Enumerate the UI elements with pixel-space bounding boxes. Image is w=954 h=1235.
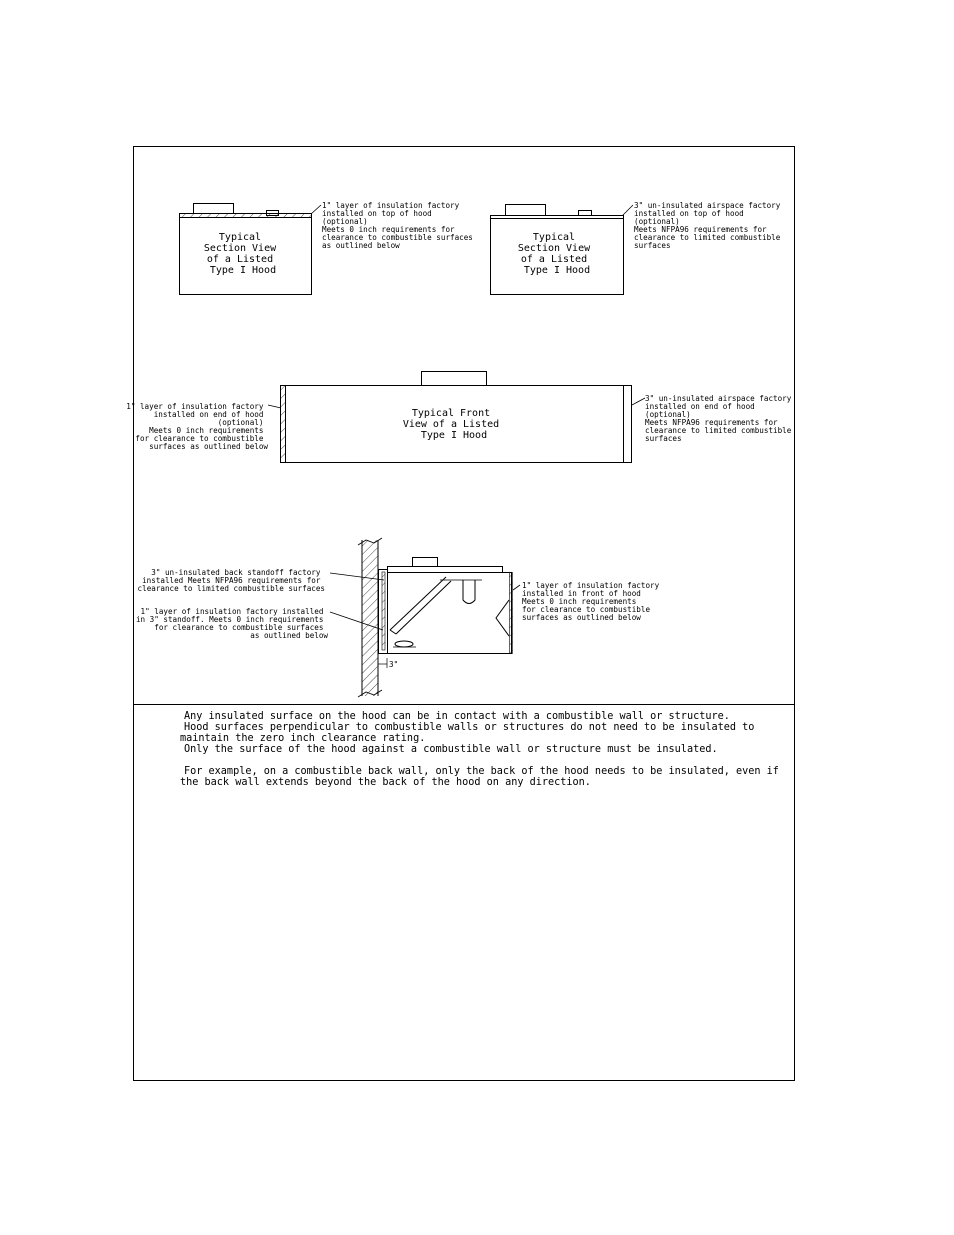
callout-insulated-end: 1" layer of insulation factory installed on end of hood (optional) Meets 0 inch requirements for clearance to combustible surfaces as outlined below	[126, 402, 268, 451]
note-line-4: Only the surface of the hood against a combustible wall or structure must be insulated.	[184, 744, 718, 755]
dimension-label: 3"	[389, 660, 399, 669]
front-view	[126, 372, 796, 463]
note-line-1: Any insulated surface on the hood can be in contact with a combustible wall or structure.	[184, 711, 730, 722]
note-line-5: For example, on a combustible back wall, only the back of the hood needs to be insulated, even if	[184, 766, 779, 777]
section-view-airspace	[491, 201, 785, 295]
callout-insulated-standoff: 1" layer of insulation factory installed in 3" standoff. Meets 0 inch requirements for clearance to combustible surfaces as outlined below	[135, 607, 328, 640]
callout-back-standoff: 3" un-insulated back standoff factory installed Meets NFPA96 requirements for clearance to limited combustible surfaces	[137, 568, 325, 593]
callout-airspace-top: 3" un-insulated airspace factory installed on top of hood (optional) Meets NFPA96 requirements for clearance to limited combustible surfaces	[634, 201, 781, 250]
callout-insulated-front: 1" layer of insulation factory installed in front of hood Meets 0 inch requirements for clearance to combustible surfaces as outlined below	[522, 581, 660, 622]
note-line-2: Hood surfaces perpendicular to combustible walls or structures do not need to be insulated to	[184, 722, 755, 733]
combustible-wall	[362, 540, 378, 696]
front-view-title: Typical Front View of a Listed Type I Hood	[402, 408, 500, 441]
callout-insulated-top: 1" layer of insulation factory installed on top of hood (optional) Meets 0 inch requirements for clearance to combustible surfaces as outlined below	[322, 201, 473, 250]
side-view	[136, 538, 664, 697]
section-title-airspace: Typical Section View of a Listed Type I Hood	[517, 232, 591, 276]
note-line-3: maintain the zero inch clearance rating.	[180, 733, 426, 744]
callout-airspace-end: 3" un-insulated airspace factory installed on end of hood (optional) Meets NFPA96 requirements for clearance to limited combustible surfaces	[645, 394, 792, 443]
section-title-insulated: Typical Section View of a Listed Type I Hood	[203, 232, 277, 276]
section-view-insulated	[180, 201, 478, 295]
note-line-6: the back wall extends beyond the back of the hood on any direction.	[180, 777, 591, 788]
